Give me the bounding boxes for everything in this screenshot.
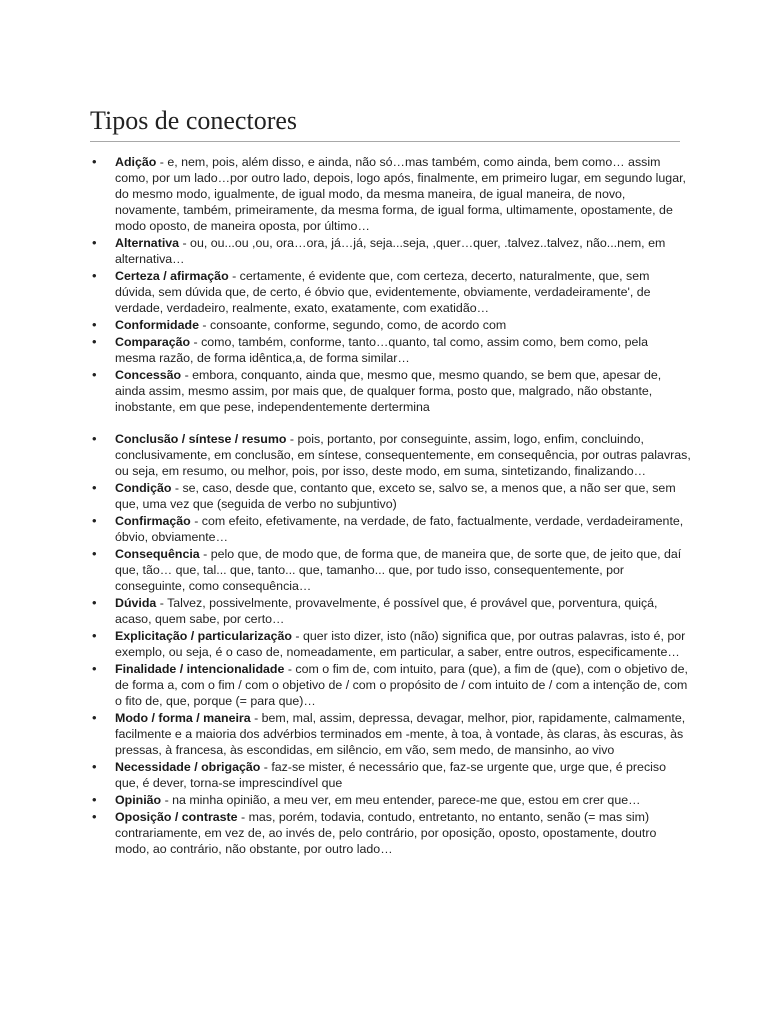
connector-type: Comparação: [115, 335, 191, 349]
bullet-icon: •: [92, 154, 97, 169]
connector-examples: - certamente, é evidente que, com certeza, decerto, naturalmente, que, sem dúvida, sem dúvida que, de certo, é óbvio que, evidentemente, obviamente, verdadeiramente', de verdade, verdadeiro, realmente, exato, exatamente, com exatidão…: [115, 269, 651, 315]
connector-type: Adição: [115, 155, 157, 169]
list-item: [92, 628, 692, 660]
bullet-icon: •: [92, 595, 97, 610]
list-item: [92, 268, 692, 316]
list-item: [92, 546, 692, 594]
connector-examples: - na minha opinião, a meu ver, em meu entender, parece-me que, estou em crer que…: [161, 793, 641, 807]
bullet-icon: •: [92, 431, 97, 446]
list-item: [92, 334, 692, 366]
bullet-icon: •: [92, 792, 97, 807]
connector-examples: - mas, porém, todavia, contudo, entretanto, no entanto, senão (= mas sim) contrariamente, em vez de, ao invés de, pelo contrário, por oposição, oposto, opostamente, doutro modo, ao contrário, não obstante, por outro lado…: [115, 810, 657, 856]
connector-examples: - pois, portanto, por conseguinte, assim, logo, enfim, concluindo, conclusivamente, em conclusão, em síntese, consequentemente, em consequência, por outras palavras, ou seja, em resumo, ou melhor, pois, por isso, deste modo, em suma, sintetizando, finalizando…: [115, 432, 691, 478]
list-item: [92, 317, 692, 333]
connector-list: [92, 154, 692, 858]
list-item: [92, 710, 692, 758]
connector-type: Opinião: [115, 793, 162, 807]
connector-examples: - como, também, conforme, tanto…quanto, tal como, assim como, bem como, pela mesma razão, de forma idêntica,a, de forma similar…: [115, 335, 649, 365]
list-item: [92, 431, 692, 479]
connector-examples: - faz-se mister, é necessário que, faz-se urgente que, urge que, é preciso que, é dever, torna-se imprescindível que: [115, 760, 666, 790]
connector-type: Explicitação / particularização: [115, 629, 292, 643]
connector-type: Dúvida: [115, 596, 157, 610]
connector-type: Modo / forma / maneira: [115, 711, 251, 725]
bullet-icon: •: [92, 367, 97, 382]
list-item: [92, 809, 692, 857]
connector-type: Finalidade / intencionalidade: [115, 662, 285, 676]
connector-type: Necessidade / obrigação: [115, 760, 261, 774]
list-item: [92, 759, 692, 791]
bullet-icon: •: [92, 661, 97, 676]
connector-examples: - quer isto dizer, isto (não) significa que, por outras palavras, isto é, por exemplo, ou seja, é o caso de, nomeadamente, em particular, a saber, entre outros, especificamente…: [115, 629, 686, 659]
bullet-icon: •: [92, 710, 97, 725]
list-item: [92, 595, 692, 627]
list-item: [92, 154, 692, 234]
bullet-icon: •: [92, 317, 97, 332]
connector-type: Certeza / afirmação: [115, 269, 229, 283]
connector-examples: - com efeito, efetivamente, na verdade, de fato, factualmente, verdade, verdadeiramente, óbvio, obviamente…: [115, 514, 684, 544]
list-item: [92, 367, 692, 415]
list-item: [92, 513, 692, 545]
connector-examples: - com o fim de, com intuito, para (que), a fim de (que), com o objetivo de, de forma a, com o fim / com o objetivo de / com o propósito de / com intuito de / com a intenção de, com o fito de, que, porque (= para que)…: [115, 662, 688, 708]
connector-examples: - bem, mal, assim, depressa, devagar, melhor, pior, rapidamente, calmamente, facilmente e a maioria dos advérbios terminados em -mente, à toa, à vontade, às claras, às escuras, às pressas, à francesa, às escondidas, em silêncio, em vão, sem medo, de mansinho, ao vivo: [115, 711, 686, 757]
list-item: [92, 792, 692, 808]
list-item: [92, 480, 692, 512]
connector-type: Conclusão / síntese / resumo: [115, 432, 287, 446]
connector-examples: - se, caso, desde que, contanto que, exceto se, salvo se, a menos que, a não ser que, sem que, uma vez que (seguida de verbo no subjuntivo): [115, 481, 676, 511]
connector-type: Condição: [115, 481, 172, 495]
bullet-icon: •: [92, 809, 97, 824]
bullet-icon: •: [92, 628, 97, 643]
bullet-icon: •: [92, 268, 97, 283]
connector-examples: - pelo que, de modo que, de forma que, de maneira que, de sorte que, de jeito que, daí que, tão… que, tal... que, tanto... que, tamanho... que, por tudo isso, consequentemente, por conseguinte, como consequência…: [115, 547, 682, 593]
bullet-icon: •: [92, 235, 97, 250]
connector-type: Conformidade: [115, 318, 199, 332]
bullet-icon: •: [92, 546, 97, 561]
bullet-icon: •: [92, 480, 97, 495]
connector-type: Concessão: [115, 368, 182, 382]
connector-type: Oposição / contraste: [115, 810, 238, 824]
list-item: [92, 235, 692, 267]
bullet-icon: •: [92, 334, 97, 349]
list-item: [92, 661, 692, 709]
connector-examples: - consoante, conforme, segundo, como, de acordo com: [198, 318, 507, 332]
page-title: Tipos de conectores: [90, 106, 680, 142]
connector-examples: - embora, conquanto, ainda que, mesmo que, mesmo quando, se bem que, apesar de, ainda assim, mesmo assim, por mais que, de qualquer forma, posto que, malgrado, não obstante, inobstante, em que pese, independentemente dertermina: [115, 368, 662, 414]
connector-type: Confirmação: [115, 514, 191, 528]
bullet-icon: •: [92, 513, 97, 528]
connector-type: Consequência: [115, 547, 200, 561]
connector-examples: - ou, ou...ou ,ou, ora…ora, já…já, seja...seja, ,quer…quer, .talvez..talvez, não...nem, em alternativa…: [115, 236, 666, 266]
connector-examples: - e, nem, pois, além disso, e ainda, não só…mas também, como ainda, bem como… assim como, por um lado…por outro lado, depois, logo após, finalmente, em primeiro lugar, em segundo lugar, do mesmo modo, igualmente, de igual modo, da mesma maneira, de igual maneira, de novo, novamente, também, primeiramente, da mesma forma, de igual forma, ultimamente, opostamente, de modo oposto, de maneira oposta, por último…: [115, 155, 686, 233]
connector-examples: - Talvez, possivelmente, provavelmente, é possível que, é provável que, porventura, quiçá, acaso, quem sabe, por certo…: [115, 596, 658, 626]
connector-type: Alternativa: [115, 236, 180, 250]
bullet-icon: •: [92, 759, 97, 774]
